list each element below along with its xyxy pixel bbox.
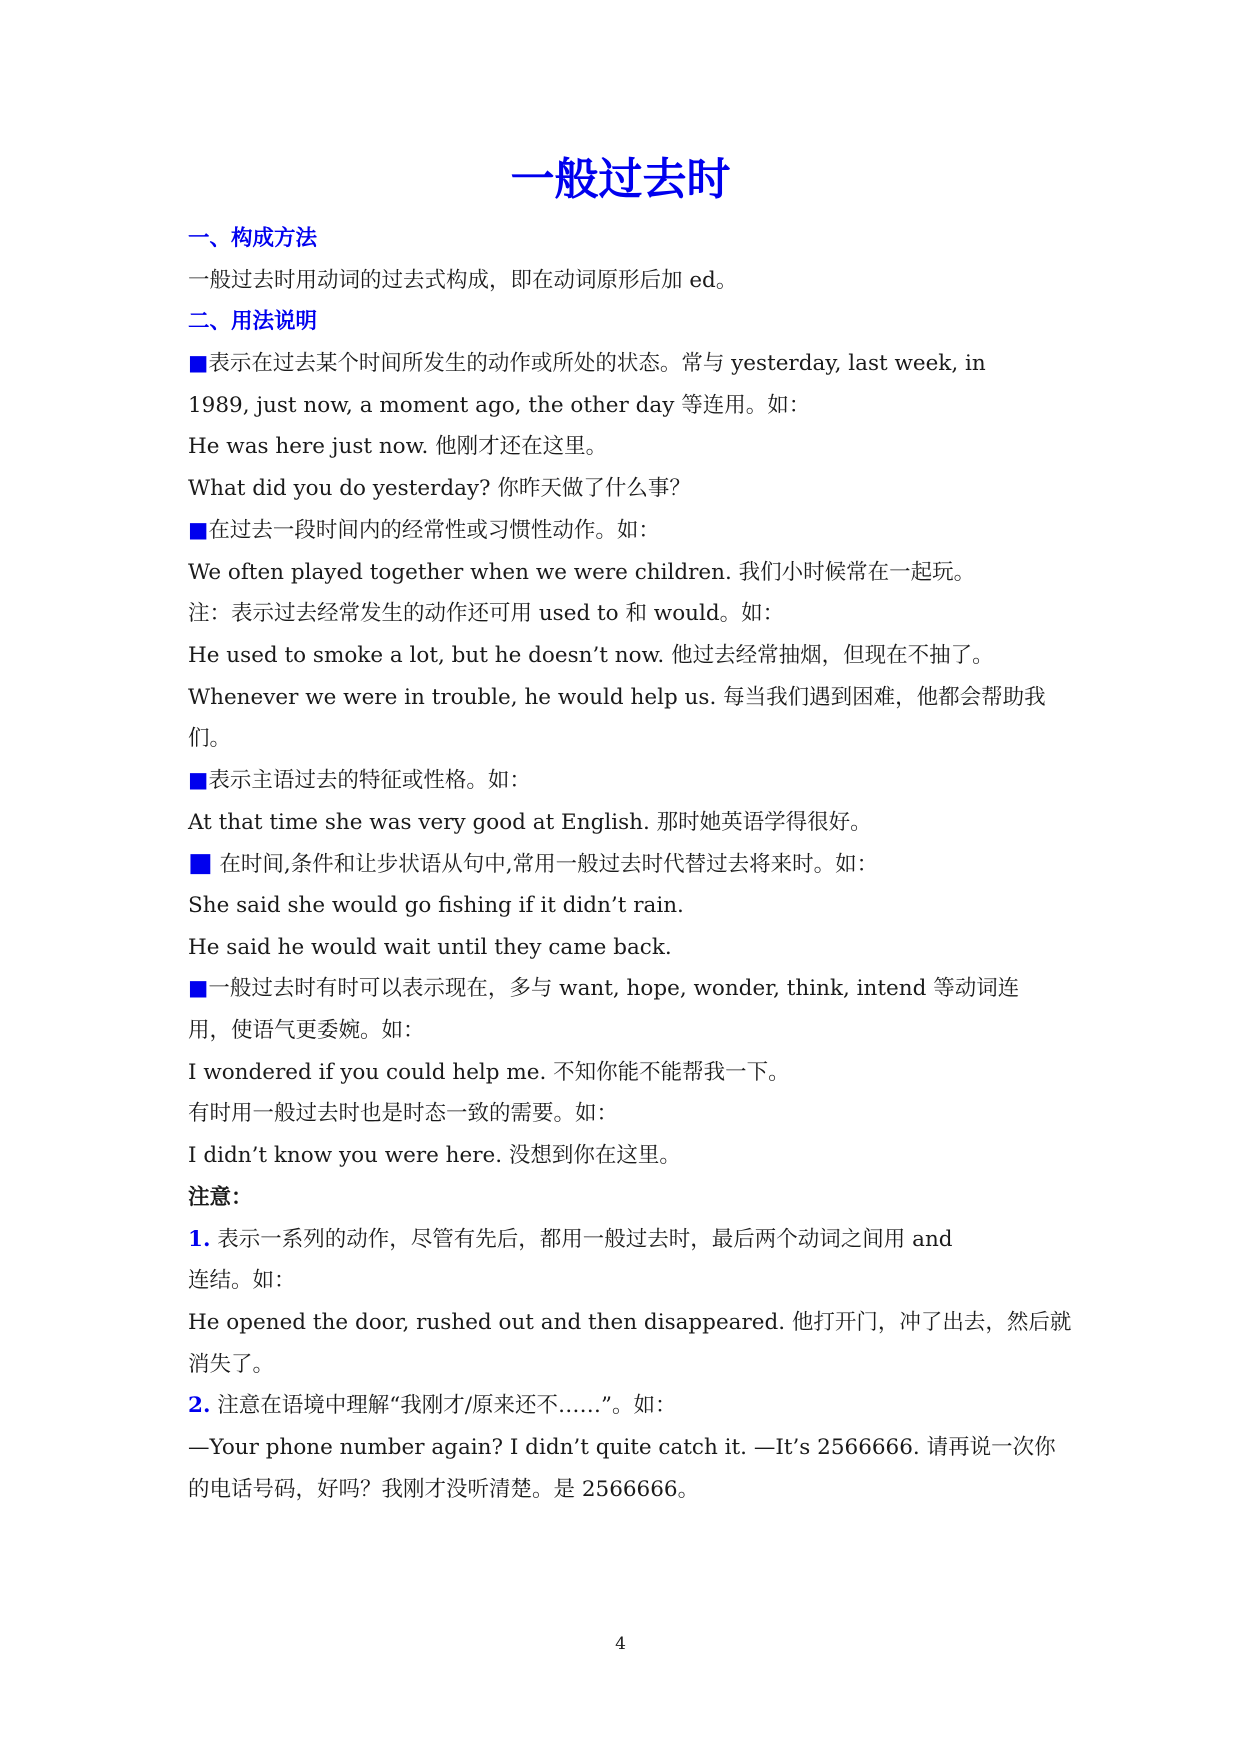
example-sentence: He was here just now. 他刚才还在这里。 (188, 434, 608, 460)
bullet-square-icon: ■ (188, 517, 209, 543)
note-item-2 (188, 1385, 1068, 1427)
note-heading: 注意： (188, 1184, 253, 1210)
paragraph-text: 一般过去时有时可以表示现在，多与 want, hope, wonder, think, intend 等动词连 (208, 976, 1020, 1002)
paragraph-text: 表示一系列的动作，尽管有先后，都用一般过去时，最后两个动词之间用 and (210, 1226, 953, 1252)
example-sentence-continued: 的电话号码，好吗？我刚才没听清楚。是 2566666。 (188, 1476, 700, 1502)
example-sentence: He opened the door, rushed out and then disappeared. 他打开门，冲了出去，然后就 (188, 1309, 1072, 1335)
usage-point-1 (188, 343, 1068, 385)
paragraph-text: 注意在语境中理解“我刚才/原来还不……”。如： (210, 1393, 677, 1419)
paragraph: 一般过去时用动词的过去式构成，即在动词原形后加 ed。 (188, 267, 738, 293)
paragraph: 有时用一般过去时也是时态一致的需要。如： (188, 1101, 619, 1127)
paragraph-text: 在过去一段时间内的经常性或习惯性动作。如： (208, 517, 660, 543)
bullet-square-icon: ■ (188, 848, 213, 879)
example-sentence: He used to smoke a lot, but he doesn’t now. 他过去经常抽烟，但现在不抽了。 (188, 642, 994, 668)
example-sentence: I wondered if you could help me. 不知你能不能帮我一下。 (188, 1059, 790, 1085)
bullet-square-icon: ■ (188, 351, 209, 377)
bullet-square-icon: ■ (188, 976, 209, 1002)
example-sentence: At that time she was very good at English. 那时她英语学得很好。 (188, 809, 872, 835)
example-sentence: She said she would go fishing if it didn’t rain. (188, 893, 684, 918)
usage-point-5 (188, 968, 1068, 1010)
paragraph: 连结。如： (188, 1268, 296, 1294)
paragraph-text: 在时间,条件和让步状语从句中,常用一般过去时代替过去将来时。如： (212, 852, 879, 878)
example-sentence: —Your phone number again? I didn’t quite catch it. —It’s 2566666. 请再说一次你 (188, 1434, 1056, 1460)
paragraph-text: 表示主语过去的特征或性格。如： (208, 767, 531, 793)
usage-point-2 (188, 510, 1068, 552)
paragraph: 用，使语气更委婉。如： (188, 1018, 425, 1044)
note-item-1 (188, 1219, 1068, 1261)
document-body (188, 218, 1072, 1510)
page-title: 一般过去时 (510, 154, 731, 205)
note-text: 注：表示过去经常发生的动作还可用 used to 和 would。如： (188, 601, 785, 627)
section-heading-composition: 一、构成方法 (188, 226, 318, 251)
section-heading-usage: 二、用法说明 (188, 309, 318, 335)
page-number: 4 (615, 1634, 626, 1654)
list-number: 2. (188, 1393, 211, 1419)
example-sentence: We often played together when we were children. 我们小时候常在一起玩。 (188, 559, 976, 585)
example-sentence: He said he would wait until they came back. (188, 934, 672, 960)
example-sentence-continued: 们。 (188, 726, 232, 752)
example-sentence-continued: 消失了。 (188, 1351, 275, 1377)
example-sentence: I didn’t know you were here. 没想到你在这里。 (188, 1143, 681, 1169)
example-sentence: Whenever we were in trouble, he would help us. 每当我们遇到困难，他都会帮助我 (188, 684, 1046, 710)
example-sentence: What did you do yesterday? 你昨天做了什么事？ (188, 476, 691, 502)
list-number: 1. (188, 1226, 211, 1252)
usage-point-3 (188, 760, 1068, 802)
paragraph: 1989, just now, a moment ago, the other day 等连用。如： (188, 392, 811, 418)
bullet-square-icon: ■ (188, 767, 209, 793)
usage-point-4 (188, 843, 1068, 885)
paragraph-text: 表示在过去某个时间所发生的动作或所处的状态。常与 yesterday, last week, in (208, 351, 986, 377)
